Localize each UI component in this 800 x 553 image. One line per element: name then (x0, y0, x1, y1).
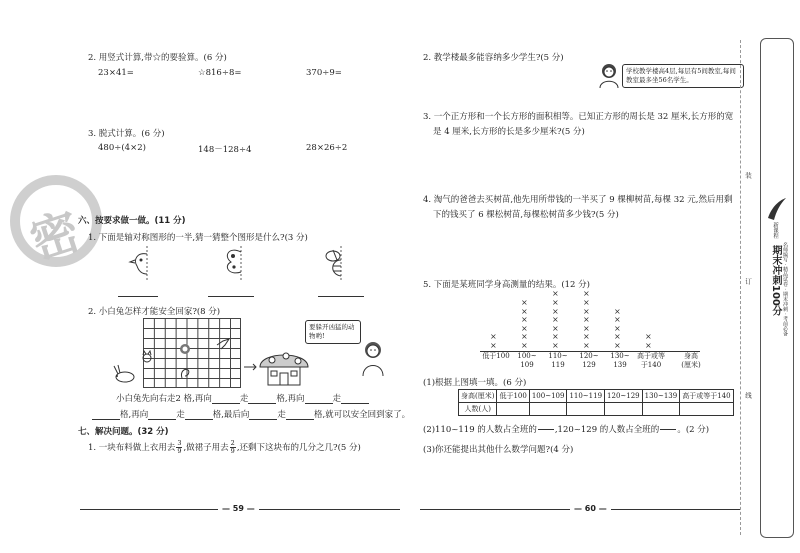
chart-tick-label: 120~ 129 (579, 352, 599, 369)
table-cell: 130~139 (642, 390, 680, 403)
chart-x-mark: × (583, 323, 590, 333)
sub2-text: 。(2 分) (677, 425, 710, 435)
blank[interactable] (148, 411, 176, 420)
brand-tagline: 名师编写 · 精品试卷 · 期末冲刺 · 考前必备 (782, 242, 788, 337)
section-7-q1 (88, 440, 361, 455)
chart-x-mark: × (583, 332, 590, 342)
mushroom-house-icon (258, 345, 310, 387)
q1-text: ,还剩下这块布的几分之几?(5 分) (236, 443, 361, 453)
answer-line-1[interactable] (118, 296, 158, 297)
blank[interactable] (249, 411, 277, 420)
chart-x-mark: × (521, 323, 528, 333)
chart-x-mark: × (583, 306, 590, 316)
answer-line-3[interactable] (318, 296, 364, 297)
table-input-cell[interactable] (529, 403, 567, 416)
right-q4-line1: 4. 淘气的爸爸去买树苗,他先用所带钱的一半买了 9 棵柳树苗,每棵 32 元,然后用剩 (423, 195, 733, 205)
blank[interactable] (341, 395, 369, 404)
q1-text: ,做裙子用去 (183, 443, 229, 453)
chart-x-mark: × (583, 315, 590, 325)
chart-x-mark: × (490, 341, 497, 350)
fraction-blank[interactable] (660, 424, 676, 436)
route-text: 格,再向 (120, 410, 149, 420)
route-text: 走 (277, 410, 286, 420)
chart-x-mark: × (521, 315, 528, 325)
table-cell: 120~129 (605, 390, 643, 403)
table-header-row (459, 390, 734, 403)
table-input-cell[interactable] (642, 403, 680, 416)
q1-text: 1. 一块布料做上衣用去 (88, 443, 176, 453)
chart-x-mark: × (645, 332, 652, 342)
chart-x-mark: × (614, 323, 621, 333)
q3-item-1: 480÷(4×2) (98, 143, 146, 153)
chart-x-mark: × (583, 289, 590, 299)
chart-tick-label: 高于或等 于140 (637, 352, 665, 369)
chart-x-mark: × (552, 289, 559, 299)
route-text: 走 (176, 410, 185, 420)
sub-question-2 (423, 423, 709, 436)
answer-line-2[interactable] (208, 296, 254, 297)
route-text: 小白兔先向右走2 格,再向 (116, 394, 212, 404)
right-q5: 5. 下面是某班同学身高测量的结果。(12 分) (423, 280, 590, 290)
table-input-cell[interactable] (497, 403, 529, 416)
chart-tick-label: 130~ 139 (610, 352, 630, 369)
right-q3-line1: 3. 一个正方形和一个长方形的面积相等。已知正方形的周长是 32 厘米,长方形的宽 (423, 112, 734, 122)
cat-icon (140, 350, 154, 364)
binding-char-1: 装 (744, 172, 752, 179)
route-text: 格,就可以安全回到家了。 (313, 410, 411, 420)
bird-icon (215, 337, 231, 351)
chart-tick-label: 110~ 119 (548, 352, 568, 369)
blank[interactable] (248, 395, 276, 404)
teacher-avatar (360, 340, 386, 376)
height-table (458, 389, 734, 416)
blank[interactable] (305, 395, 333, 404)
chart-x-mark: × (521, 341, 528, 350)
chart-x-mark: × (614, 306, 621, 316)
table-cell: 低于100 (497, 390, 529, 403)
route-sentence-2 (92, 408, 410, 420)
squirrel-icon (178, 364, 192, 380)
section-6-title: 六、按要求做一做。(11 分) (78, 216, 186, 226)
table-cell: 身高(厘米) (459, 390, 497, 403)
chart-x-mark: × (521, 306, 528, 316)
rabbit-icon (110, 364, 140, 384)
blank[interactable] (92, 411, 120, 420)
chart-x-mark: × (490, 332, 497, 342)
chart-x-mark: × (552, 298, 559, 307)
maze-grid (143, 318, 241, 388)
table-input-cell[interactable] (567, 403, 605, 416)
brand-title: 期末冲刺100分 (770, 245, 781, 316)
chart-tick-label: 低于100 (482, 352, 510, 360)
chart-x-mark: × (583, 341, 590, 350)
binding-char-3: 线 (744, 392, 752, 399)
chart-x-mark: × (552, 323, 559, 333)
stamp-character: 密 (23, 202, 87, 271)
q3-item-2: 148－128÷4 (198, 145, 252, 155)
route-text: 格,再向 (276, 394, 305, 404)
chart-tick-label: 100~ 109 (517, 352, 537, 369)
chart-x-mark: × (521, 298, 528, 307)
half-figure-bird (125, 246, 165, 280)
binding-char-2: 订 (744, 278, 752, 285)
sub-question-1: (1)根据上图填一填。(6 分) (423, 378, 527, 388)
route-sentence-1 (116, 392, 369, 404)
chart-x-mark: × (552, 332, 559, 342)
fraction-2-9: $\frac{2}{9}$ (230, 439, 235, 455)
q2-item-3: 370÷9= (306, 68, 342, 78)
right-q3-line2: 是 4 厘米,长方形的长是多少厘米?(5 分) (433, 127, 585, 137)
table-cell: 100~109 (529, 390, 567, 403)
warning-bubble: 要躲开凶猛的动物哟! (305, 320, 361, 344)
page-number-59: — 59 — (218, 504, 259, 513)
chart-x-mark: × (614, 332, 621, 342)
chart-x-mark: × (614, 315, 621, 325)
chart-x-mark: × (645, 341, 652, 350)
route-text: 走 (332, 394, 342, 404)
half-figure-butterfly (215, 246, 255, 280)
chart-axis-title: 身高 (厘米) (681, 352, 701, 369)
brand-logo-icon (766, 196, 788, 222)
table-cell: 110~119 (567, 390, 605, 403)
chart-x-mark: × (552, 315, 559, 325)
fraction-blank[interactable] (538, 424, 554, 436)
right-q2: 2. 教学楼最多能容纳多少学生?(5 分) (423, 53, 564, 63)
sub2-text: ,120~129 的人数占全班的 (554, 425, 660, 435)
fraction-3-9: $\frac{3}{9}$ (177, 439, 182, 455)
chart-x-mark: × (552, 341, 559, 350)
section-6-q1: 1. 下面是轴对称图形的一半,猜一猜整个图形是什么?(3 分) (88, 233, 308, 243)
blank[interactable] (185, 411, 213, 420)
q2-item-2: ☆816÷8= (198, 68, 242, 78)
sidebar-top-label: 新课程 (772, 222, 778, 239)
q3-item-3: 28×26÷2 (306, 143, 348, 153)
chart-x-mark: × (583, 298, 590, 307)
table-cell: 高于或等于140 (680, 390, 733, 403)
q2-title: 2. 用竖式计算,带☆的要验算。(6 分) (88, 53, 227, 63)
sub-question-3: (3)你还能提出其他什么数学问题?(4 分) (423, 445, 574, 455)
student-avatar (598, 62, 620, 88)
blank[interactable] (286, 411, 314, 420)
q3-title: 3. 脱式计算。(6 分) (88, 129, 165, 139)
page-number-60: — 60 — (570, 504, 611, 513)
blank[interactable] (212, 395, 240, 404)
section-7-title: 七、解决问题。(32 分) (78, 427, 169, 437)
table-cell: 人数(人) (459, 403, 497, 416)
chart-x-mark: × (521, 332, 528, 342)
route-text: 格,最后向 (212, 410, 250, 420)
table-count-row (459, 403, 734, 416)
table-input-cell[interactable] (680, 403, 733, 416)
right-q4-line2: 下的钱买了 6 棵松树苗,每棵松树苗多少钱?(5 分) (433, 210, 619, 220)
binding-dashed-line (740, 40, 741, 535)
lion-icon (178, 342, 192, 358)
chart-x-mark: × (552, 306, 559, 316)
half-figure-bee (315, 246, 355, 280)
table-input-cell[interactable] (605, 403, 643, 416)
sub2-text: (2)110~119 的人数占全班的 (423, 425, 537, 435)
chart-x-mark: × (614, 341, 621, 350)
route-text: 走 (239, 394, 249, 404)
building-info-bubble: 学校教学楼高4层,每层有5间教室,每间教室最多坐56名学生。 (622, 64, 744, 88)
section-6-q2: 2. 小白兔怎样才能安全回家?(8 分) (88, 307, 221, 317)
q2-item-1: 23×41= (98, 68, 134, 78)
